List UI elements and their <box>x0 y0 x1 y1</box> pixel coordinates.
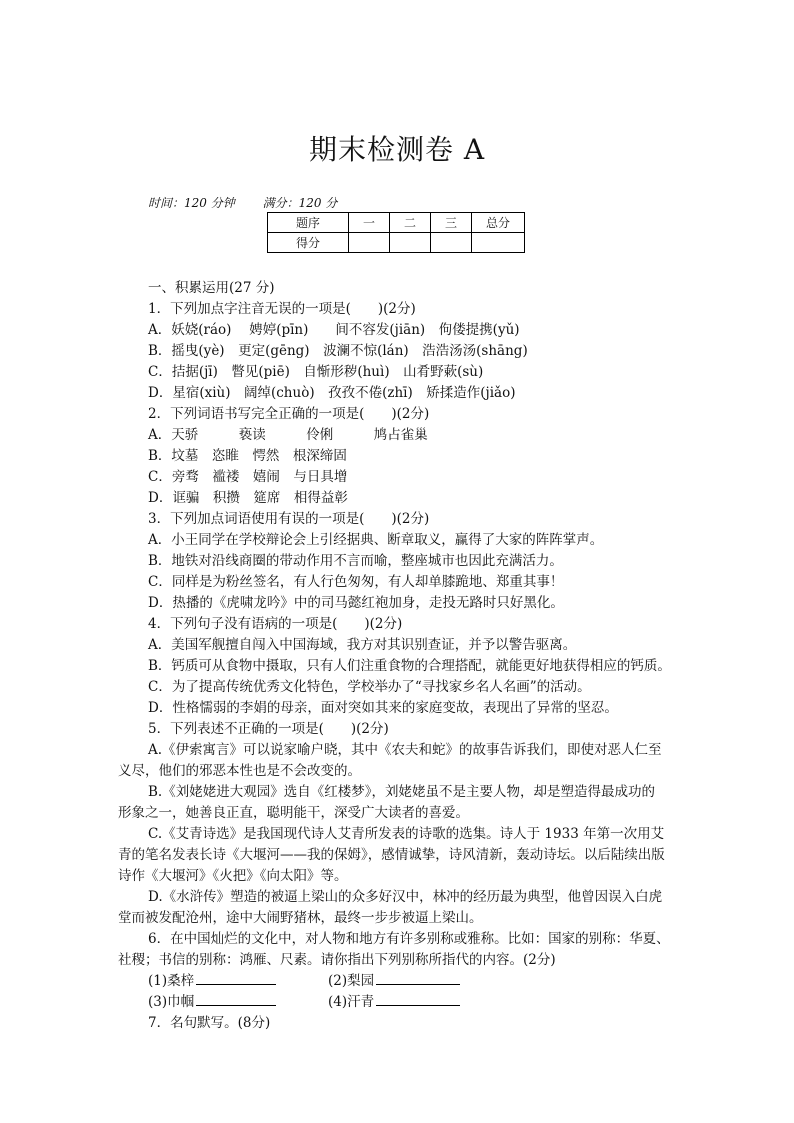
answer-blank[interactable] <box>196 991 276 1006</box>
option-line: B．地铁对沿线商圈的带动作用不言而喻，整座城市也因此充满活力。 <box>148 553 563 569</box>
option-line: A．美国军舰擅自闯入中国海域，我方对其识别查证，并予以警告驱离。 <box>148 637 577 653</box>
score-cell <box>472 233 525 253</box>
option-line: 诗作《大堰河》《火把》《向太阳》等。 <box>118 868 348 884</box>
time-label: 时间：120 分钟 <box>148 196 235 210</box>
option-line: D．诓骗 积攒 筵席 相得益彰 <box>148 490 348 506</box>
option-line: A．小王同学在学校辩论会上引经据典、断章取义，赢得了大家的阵阵掌声。 <box>148 532 604 548</box>
question-stem: 社稷；书信的别称：鸿雁、尺素。请你指出下列别称所指代的内容。(2分) <box>118 952 556 968</box>
score-cell <box>349 233 390 253</box>
header-cell: 一 <box>349 213 390 233</box>
question-stem: 2．下列词语书写完全正确的一项是( )(2分) <box>148 406 430 422</box>
fill-blank-item <box>328 969 460 989</box>
question-stem: 5．下列表述不正确的一项是( )(2分) <box>148 721 389 737</box>
score-table-row <box>268 233 525 253</box>
page-title: 期末检测卷 A <box>308 133 486 166</box>
option-line: D.《水浒传》塑造的被逼上梁山的众多好汉中，林冲的经历最为典型，他曾因误入白虎 <box>148 889 663 905</box>
header-cell: 题序 <box>268 213 349 233</box>
option-line: D．热播的《虎啸龙吟》中的司马懿红袍加身，走投无路时只好黑化。 <box>148 595 564 611</box>
option-line: B.《刘姥姥进大观园》选自《红楼梦》，刘姥姥虽不是主要人物，却是塑造得最成功的 <box>148 784 655 800</box>
option-line: C．旁骛 褴褛 嬉闹 与日具增 <box>148 469 348 485</box>
fill-blank-item <box>328 990 460 1010</box>
score-cell <box>431 233 472 253</box>
score-label: 满分：120 分 <box>262 196 338 210</box>
option-line: 义尽，他们的邪恶本性也是不会改变的。 <box>118 763 361 779</box>
option-line: C．拮据(jī) 瞥见(piē) 自惭形秽(huì) 山肴野蔌(sù) <box>148 364 484 380</box>
item-label: (4)汗青 <box>328 994 375 1010</box>
option-line: A.《伊索寓言》可以说家喻户晓，其中《农夫和蛇》的故事告诉我们，即使对恶人仁至 <box>148 742 662 758</box>
option-line: A．天骄 亵读 伶俐 鸠占雀巢 <box>148 427 428 443</box>
item-label: (3)巾帼 <box>148 994 195 1010</box>
option-line: D．星宿(xiù) 阔绰(chuò) 孜孜不倦(zhī) 矫揉造作(jiǎo) <box>148 385 516 401</box>
score-table <box>267 212 525 253</box>
answer-blank[interactable] <box>376 991 460 1006</box>
option-line: D．性格懦弱的李娟的母亲，面对突如其来的家庭变故，表现出了异常的坚忍。 <box>148 700 618 716</box>
header-cell: 总分 <box>472 213 525 233</box>
option-line: C．同样是为粉丝签名，有人行色匆匆，有人却单膝跪地、郑重其事！ <box>148 574 564 590</box>
score-cell <box>390 233 431 253</box>
row-label: 得分 <box>268 233 349 253</box>
answer-blank[interactable] <box>376 970 460 985</box>
item-label: (1)桑梓 <box>148 973 195 989</box>
score-table-header <box>268 213 525 233</box>
fill-blank-item <box>148 969 276 989</box>
header-cell: 三 <box>431 213 472 233</box>
question-stem: 7．名句默写。(8分) <box>148 1015 271 1031</box>
question-stem: 1．下列加点字注音无误的一项是( )(2分) <box>148 301 416 317</box>
option-line: A．妖娆(ráo) 娉婷(pīn) 间不容发(jiān) 佝偻提携(yǔ) <box>148 322 520 338</box>
option-line: 青的笔名发表长诗《大堰河——我的保姆》，感情诚挚，诗风清新，轰动诗坛。以后陆续出版 <box>118 847 665 863</box>
option-line: B．坟墓 恣睢 愕然 根深缔固 <box>148 448 347 464</box>
answer-blank[interactable] <box>196 970 276 985</box>
fill-blank-item <box>148 990 276 1010</box>
option-line: 形象之一，她善良正直，聪明能干，深受广大读者的喜爱。 <box>118 805 469 821</box>
option-line: C.《艾青诗选》是我国现代诗人艾青所发表的诗歌的选集。诗人于 1933 年第一次用艾 <box>148 826 665 842</box>
question-stem: 4．下列句子没有语病的一项是( )(2分) <box>148 616 403 632</box>
exam-meta <box>148 194 361 211</box>
option-line: B．摇曳(yè) 更定(gēng) 波澜不惊(lán) 浩浩汤汤(shāng) <box>148 343 528 359</box>
option-line: C．为了提高传统优秀文化特色，学校举办了“寻找家乡名人名画”的活动。 <box>148 679 591 695</box>
item-label: (2)梨园 <box>328 973 375 989</box>
question-stem: 3．下列加点词语使用有误的一项是( )(2分) <box>148 511 430 527</box>
question-stem: 6．在中国灿烂的文化中，对人物和地方有许多别称或雅称。比如：国家的别称：华夏、 <box>148 931 670 947</box>
option-line: 堂而被发配沧州，途中大闹野猪林，最终一步步被逼上梁山。 <box>118 910 483 926</box>
header-cell: 二 <box>390 213 431 233</box>
section-heading: 一、积累运用(27 分) <box>148 280 275 296</box>
option-line: B．钙质可从食物中摄取，只有人们注重食物的合理搭配，就能更好地获得相应的钙质。 <box>148 658 671 674</box>
